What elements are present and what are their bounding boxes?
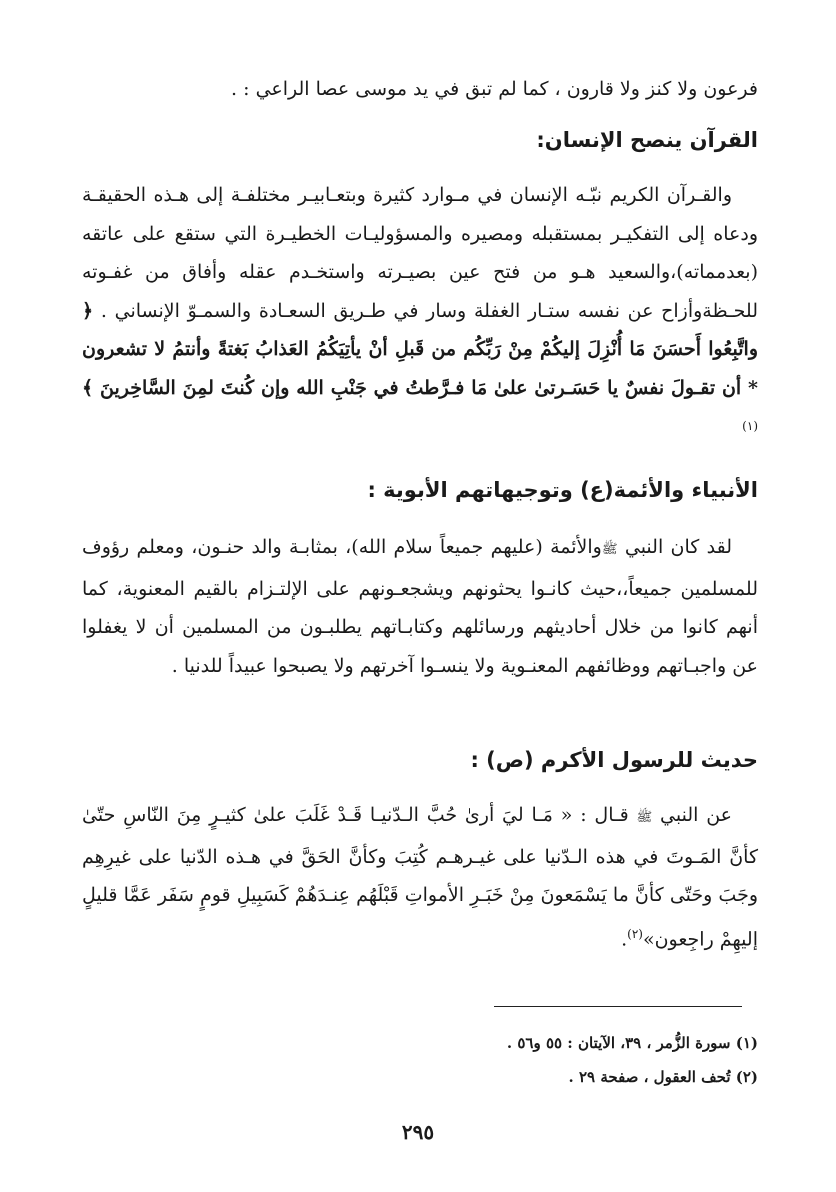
paragraph-text-rest: والأئمة (عليهم جميعاً سلام الله)، بمثابـة والد حنـون، ومعلم رؤوف للمسلمين جميعاً،،حيث كانـوا يحثونهم ويشجعـونهم على الإلتـزام بالقيم المعنوية، كما أنهم كانوا من خلال أحاديثهم ورسائلهم وكتابـاتهم يطلبـون من المسلمين أن لا يغفلوا عن واجبـاتهم ووظائفهم المعنـوية ولا ينسـوا آخرتهم ولا يصبحوا عبيداً للدنيا . <box>82 536 758 677</box>
paragraph-quran-advice <box>82 176 758 451</box>
section-heading-hadith <box>82 748 758 772</box>
section-heading-prophets <box>82 478 758 502</box>
footnotes <box>82 1026 758 1094</box>
paragraph-hadith <box>82 796 758 958</box>
quran-verse: ﴿ واتَّبِعُوا أَحسَنَ مَا أُنْزِلَ إليكُمْ مِنْ رَبِّكُم من قَبلِ أنْ يأتِيَكُمُ العَذابُ بَغتةً وأنتمُ لا تشعرون * أن تقـولَ نفسٌ يا حَسَـرتىٰ علىٰ مَا فـرَّطتُ في جَنْبِ الله وإن كُنتَ لمِنَ السَّاخِرينَ ﴾ <box>82 299 758 399</box>
heading-text: الأنبياء والأئمة(ع) وتوجيهاتهم الأبوية : <box>367 478 758 502</box>
hadith-text: قـال : « مَـا ليَ أرىٰ حُبَّ الـدّنيـا قَـدْ غَلَبَ علىٰ كثيـرٍ مِنَ النّاسِ حتّىٰ كأنَّ المَـوتَ في هذه الـدّنيا على غيـرهـم كُتِبَ وكأنَّ الحَقَّ في هـذه الدّنيا على غيرِهِم وجَبَ وحَتّى كأنَّ ما يَسْمَعونَ مِنْ خَبَـرِ الأمواتِ قَبْلَهُم عِنـدَهُمْ كَسَبِيلِ قومٍ سَفَر عَمَّا قليلٍ إليهِمْ راجِعون» <box>82 804 758 950</box>
footnote-ref-2: (٢) <box>627 926 643 941</box>
footnote-2: (٢) تُحف العقول ، صفحة ٢٩ . <box>568 1068 758 1086</box>
continuation-line: فرعون ولا كنز ولا قارون ، كما لم تبق في يد موسى عصا الراعي : . <box>231 78 758 100</box>
footnote-ref-1: (١) <box>742 419 758 433</box>
paragraph-prophets-guidance <box>82 528 758 685</box>
footnote-separator <box>494 1006 742 1007</box>
sallallah-sign: ﷺ <box>601 542 618 557</box>
footnote-1: (١) سورة الزُّمر ، ٣٩، الآيتان : ٥٥ و٥٦ . <box>506 1034 758 1052</box>
paragraph-text: والقـرآن الكريم نبّـه الإنسان في مـوارد كثيرة وبتعـابيـر مختلفـة إلى هـذه الحقيقـة ودعاه إلى التفكيـر بمستقبله ومصيره والمسؤوليـات الخطيـرة التي ستقع على عاتقه (بعدمماته)،والسعيد هـو من فتح عين بصيـرته واستخـدم عقله وأفاق من غفـوته للحـظةوأزاح عن نفسه ستـار الغفلة وسار في طـريق السعـادة والسمـوّ الإنساني . <box>82 184 758 322</box>
heading-text: حديث للرسول الأكرم (ص) : <box>470 748 758 772</box>
sallallah-sign: ﷺ <box>636 810 653 825</box>
heading-text: القرآن ينصح الإنسان: <box>536 128 758 152</box>
page-number: ٢٩٥ <box>401 1120 435 1144</box>
hadith-end: . <box>621 927 628 950</box>
section-heading-quran <box>82 128 758 152</box>
paragraph-text-start: عن النبي <box>660 804 732 826</box>
paragraph-text-start: لقد كان النبي <box>624 536 732 558</box>
